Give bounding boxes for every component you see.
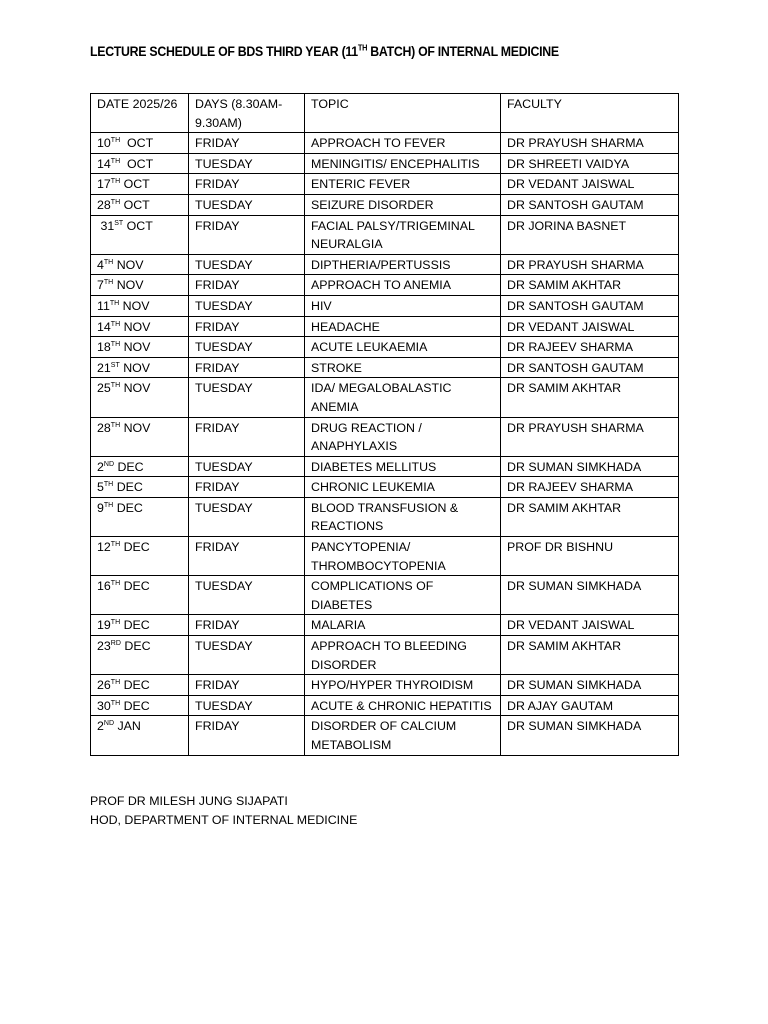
date-ordinal-suffix: TH (110, 699, 121, 707)
document-title (90, 44, 559, 60)
date-day: 14 (97, 319, 111, 334)
date-month: DEC (120, 678, 150, 693)
topic-cell: IDA/ MEGALOBALASTIC ANEMIA (305, 378, 501, 417)
faculty-cell: DR SUMAN SIMKHADA (501, 456, 679, 477)
weekday-cell: FRIDAY (189, 716, 305, 755)
date-cell (91, 133, 189, 154)
weekday-cell: TUESDAY (189, 636, 305, 675)
faculty-cell: DR SANTOSH GAUTAM (501, 194, 679, 215)
topic-cell: CHRONIC LEUKEMIA (305, 477, 501, 498)
topic-cell: HEADACHE (305, 316, 501, 337)
date-ordinal-suffix: ND (103, 460, 115, 468)
table-row (91, 695, 679, 716)
header-days: DAYS (8.30AM-9.30AM) (189, 94, 305, 133)
date-day: 2 (97, 719, 104, 734)
table-row (91, 174, 679, 195)
faculty-cell: DR VEDANT JAISWAL (501, 174, 679, 195)
faculty-cell: DR SUMAN SIMKHADA (501, 576, 679, 615)
faculty-cell: DR SAMIM AKHTAR (501, 636, 679, 675)
date-day: 12 (97, 540, 111, 555)
weekday-cell: FRIDAY (189, 537, 305, 576)
date-month: OCT (120, 177, 150, 192)
header-date: DATE 2025/26 (91, 94, 189, 133)
topic-cell: ACUTE & CHRONIC HEPATITIS (305, 695, 501, 716)
date-day: 5 (97, 480, 104, 495)
topic-cell: DRUG REACTION / ANAPHYLAXIS (305, 417, 501, 456)
topic-cell: PANCYTOPENIA/ THROMBOCYTOPENIA (305, 537, 501, 576)
date-day: 19 (97, 618, 111, 633)
date-ordinal-suffix: ST (114, 219, 124, 227)
date-day: 28 (97, 420, 111, 435)
date-day: 14 (97, 156, 111, 171)
table-row (91, 295, 679, 316)
date-ordinal-suffix: TH (110, 580, 121, 588)
date-ordinal-suffix: TH (103, 481, 114, 489)
date-ordinal-suffix: TH (110, 320, 121, 328)
faculty-cell: PROF DR BISHNU (501, 537, 679, 576)
date-ordinal-suffix: TH (110, 679, 121, 687)
date-ordinal-suffix: ST (110, 361, 120, 369)
faculty-cell: DR VEDANT JAISWAL (501, 615, 679, 636)
date-cell (91, 378, 189, 417)
date-month: NOV (120, 340, 151, 355)
table-row (91, 153, 679, 174)
table-row (91, 636, 679, 675)
date-cell (91, 695, 189, 716)
weekday-cell: TUESDAY (189, 194, 305, 215)
date-cell (91, 636, 189, 675)
topic-cell: DIABETES MELLITUS (305, 456, 501, 477)
date-ordinal-suffix: TH (110, 619, 121, 627)
date-month: OCT (120, 156, 154, 171)
date-cell (91, 174, 189, 195)
topic-cell: MENINGITIS/ ENCEPHALITIS (305, 153, 501, 174)
table-row (91, 357, 679, 378)
weekday-cell: TUESDAY (189, 456, 305, 477)
date-cell (91, 316, 189, 337)
date-ordinal-suffix: TH (110, 178, 121, 186)
weekday-cell: TUESDAY (189, 497, 305, 536)
date-ordinal-suffix: TH (103, 258, 114, 266)
table-row (91, 133, 679, 154)
date-ordinal-suffix: RD (110, 639, 121, 647)
faculty-cell: DR SHREETI VAIDYA (501, 153, 679, 174)
weekday-cell: TUESDAY (189, 695, 305, 716)
topic-cell: ACUTE LEUKAEMIA (305, 337, 501, 358)
weekday-cell: TUESDAY (189, 576, 305, 615)
date-cell (91, 357, 189, 378)
faculty-cell: DR SAMIM AKHTAR (501, 378, 679, 417)
date-cell (91, 275, 189, 296)
date-cell (91, 576, 189, 615)
table-row (91, 716, 679, 755)
date-day: 26 (97, 678, 111, 693)
date-day: 28 (97, 197, 111, 212)
date-ordinal-suffix: TH (109, 299, 120, 307)
date-month: NOV (120, 319, 151, 334)
schedule-table-body (91, 94, 679, 756)
date-ordinal-suffix: TH (110, 540, 121, 548)
date-month: DEC (120, 639, 151, 654)
table-row (91, 254, 679, 275)
date-cell (91, 675, 189, 696)
table-row (91, 675, 679, 696)
table-row (91, 194, 679, 215)
date-day: 7 (97, 278, 104, 293)
topic-cell: HYPO/HYPER THYROIDISM (305, 675, 501, 696)
date-day: 16 (97, 579, 111, 594)
table-row (91, 537, 679, 576)
table-header-row (91, 94, 679, 133)
date-month: DEC (120, 579, 150, 594)
date-month: NOV (113, 257, 144, 272)
date-cell (91, 615, 189, 636)
date-day: 10 (97, 136, 111, 151)
date-day: 9 (97, 500, 104, 515)
date-cell (91, 194, 189, 215)
date-ordinal-suffix: TH (110, 421, 121, 429)
date-day: 18 (97, 340, 111, 355)
title-text-before: LECTURE SCHEDULE OF BDS THIRD YEAR (11 (90, 44, 358, 59)
date-ordinal-suffix: TH (110, 341, 121, 348)
faculty-cell: DR RAJEEV SHARMA (501, 477, 679, 498)
table-row (91, 316, 679, 337)
header-faculty: FACULTY (501, 94, 679, 133)
table-row (91, 337, 679, 358)
date-cell (91, 153, 189, 174)
faculty-cell: DR SAMIM AKHTAR (501, 497, 679, 536)
date-month: OCT (123, 218, 153, 233)
date-cell (91, 215, 189, 254)
table-row (91, 378, 679, 417)
date-day: 31 (97, 218, 115, 233)
faculty-cell: DR PRAYUSH SHARMA (501, 417, 679, 456)
faculty-cell: DR AJAY GAUTAM (501, 695, 679, 716)
date-month: NOV (119, 298, 150, 313)
date-day: 25 (97, 381, 111, 396)
date-month: DEC (113, 500, 143, 515)
table-row (91, 456, 679, 477)
faculty-cell: DR PRAYUSH SHARMA (501, 133, 679, 154)
date-day: 23 (97, 639, 111, 654)
date-month: JAN (114, 719, 141, 734)
date-ordinal-suffix: ND (103, 720, 115, 728)
topic-cell: HIV (305, 295, 501, 316)
date-cell (91, 497, 189, 536)
weekday-cell: TUESDAY (189, 153, 305, 174)
topic-cell: COMPLICATIONS OF DIABETES (305, 576, 501, 615)
topic-cell: DISORDER OF CALCIUM METABOLISM (305, 716, 501, 755)
signatory-name: PROF DR MILESH JUNG SIJAPATI (90, 794, 288, 808)
faculty-cell: DR RAJEEV SHARMA (501, 337, 679, 358)
weekday-cell: TUESDAY (189, 337, 305, 358)
weekday-cell: TUESDAY (189, 378, 305, 417)
date-month: DEC (120, 698, 150, 713)
date-ordinal-suffix: TH (103, 279, 114, 287)
date-month: NOV (120, 420, 151, 435)
weekday-cell: FRIDAY (189, 417, 305, 456)
title-ordinal-suffix: TH (357, 43, 368, 53)
date-day: 30 (97, 698, 111, 713)
weekday-cell: FRIDAY (189, 357, 305, 378)
table-row (91, 417, 679, 456)
topic-cell: BLOOD TRANSFUSION & REACTIONS (305, 497, 501, 536)
date-cell (91, 337, 189, 358)
topic-cell: ENTERIC FEVER (305, 174, 501, 195)
signatory-position: HOD, DEPARTMENT OF INTERNAL MEDICINE (90, 813, 358, 827)
faculty-cell: DR VEDANT JAISWAL (501, 316, 679, 337)
date-ordinal-suffix: TH (110, 157, 121, 165)
date-cell (91, 456, 189, 477)
date-cell (91, 537, 189, 576)
date-month: DEC (120, 618, 150, 633)
date-day: 21 (97, 360, 111, 375)
header-topic: TOPIC (305, 94, 501, 133)
faculty-cell: DR SUMAN SIMKHADA (501, 675, 679, 696)
date-day: 4 (97, 257, 104, 272)
date-ordinal-suffix: TH (110, 382, 121, 390)
lecture-schedule-table (90, 93, 679, 756)
date-cell (91, 417, 189, 456)
date-month: OCT (120, 197, 150, 212)
faculty-cell: DR SAMIM AKHTAR (501, 275, 679, 296)
table-row (91, 215, 679, 254)
weekday-cell: FRIDAY (189, 316, 305, 337)
weekday-cell: FRIDAY (189, 615, 305, 636)
topic-cell: FACIAL PALSY/TRIGEMINAL NEURALGIA (305, 215, 501, 254)
date-day: 17 (97, 177, 111, 192)
faculty-cell: DR SANTOSH GAUTAM (501, 295, 679, 316)
faculty-cell: DR SANTOSH GAUTAM (501, 357, 679, 378)
topic-cell: STROKE (305, 357, 501, 378)
date-day: 2 (97, 459, 104, 474)
table-row (91, 615, 679, 636)
date-month: NOV (120, 381, 151, 396)
date-month: DEC (114, 459, 144, 474)
date-month: NOV (119, 360, 151, 375)
date-cell (91, 254, 189, 275)
weekday-cell: FRIDAY (189, 477, 305, 498)
table-row (91, 477, 679, 498)
faculty-cell: DR PRAYUSH SHARMA (501, 254, 679, 275)
topic-cell: MALARIA (305, 615, 501, 636)
date-cell (91, 295, 189, 316)
weekday-cell: TUESDAY (189, 254, 305, 275)
table-row (91, 576, 679, 615)
table-row (91, 275, 679, 296)
topic-cell: APPROACH TO BLEEDING DISORDER (305, 636, 501, 675)
date-cell (91, 477, 189, 498)
weekday-cell: FRIDAY (189, 133, 305, 154)
date-day: 11 (97, 298, 110, 313)
faculty-cell: DR SUMAN SIMKHADA (501, 716, 679, 755)
date-ordinal-suffix: TH (103, 501, 114, 509)
title-text-after: BATCH) OF INTERNAL MEDICINE (367, 44, 559, 59)
date-ordinal-suffix: TH (110, 137, 121, 145)
topic-cell: DIPTHERIA/PERTUSSIS (305, 254, 501, 275)
signature-block (90, 792, 357, 830)
topic-cell: APPROACH TO FEVER (305, 133, 501, 154)
weekday-cell: FRIDAY (189, 275, 305, 296)
date-month: DEC (113, 480, 143, 495)
date-month: NOV (113, 278, 144, 293)
weekday-cell: TUESDAY (189, 295, 305, 316)
date-month: DEC (120, 540, 150, 555)
faculty-cell: DR JORINA BASNET (501, 215, 679, 254)
date-ordinal-suffix: TH (110, 198, 121, 206)
topic-cell: SEIZURE DISORDER (305, 194, 501, 215)
date-cell (91, 716, 189, 755)
weekday-cell: FRIDAY (189, 675, 305, 696)
table-row (91, 497, 679, 536)
topic-cell: APPROACH TO ANEMIA (305, 275, 501, 296)
weekday-cell: FRIDAY (189, 215, 305, 254)
date-month: OCT (120, 136, 154, 151)
weekday-cell: FRIDAY (189, 174, 305, 195)
